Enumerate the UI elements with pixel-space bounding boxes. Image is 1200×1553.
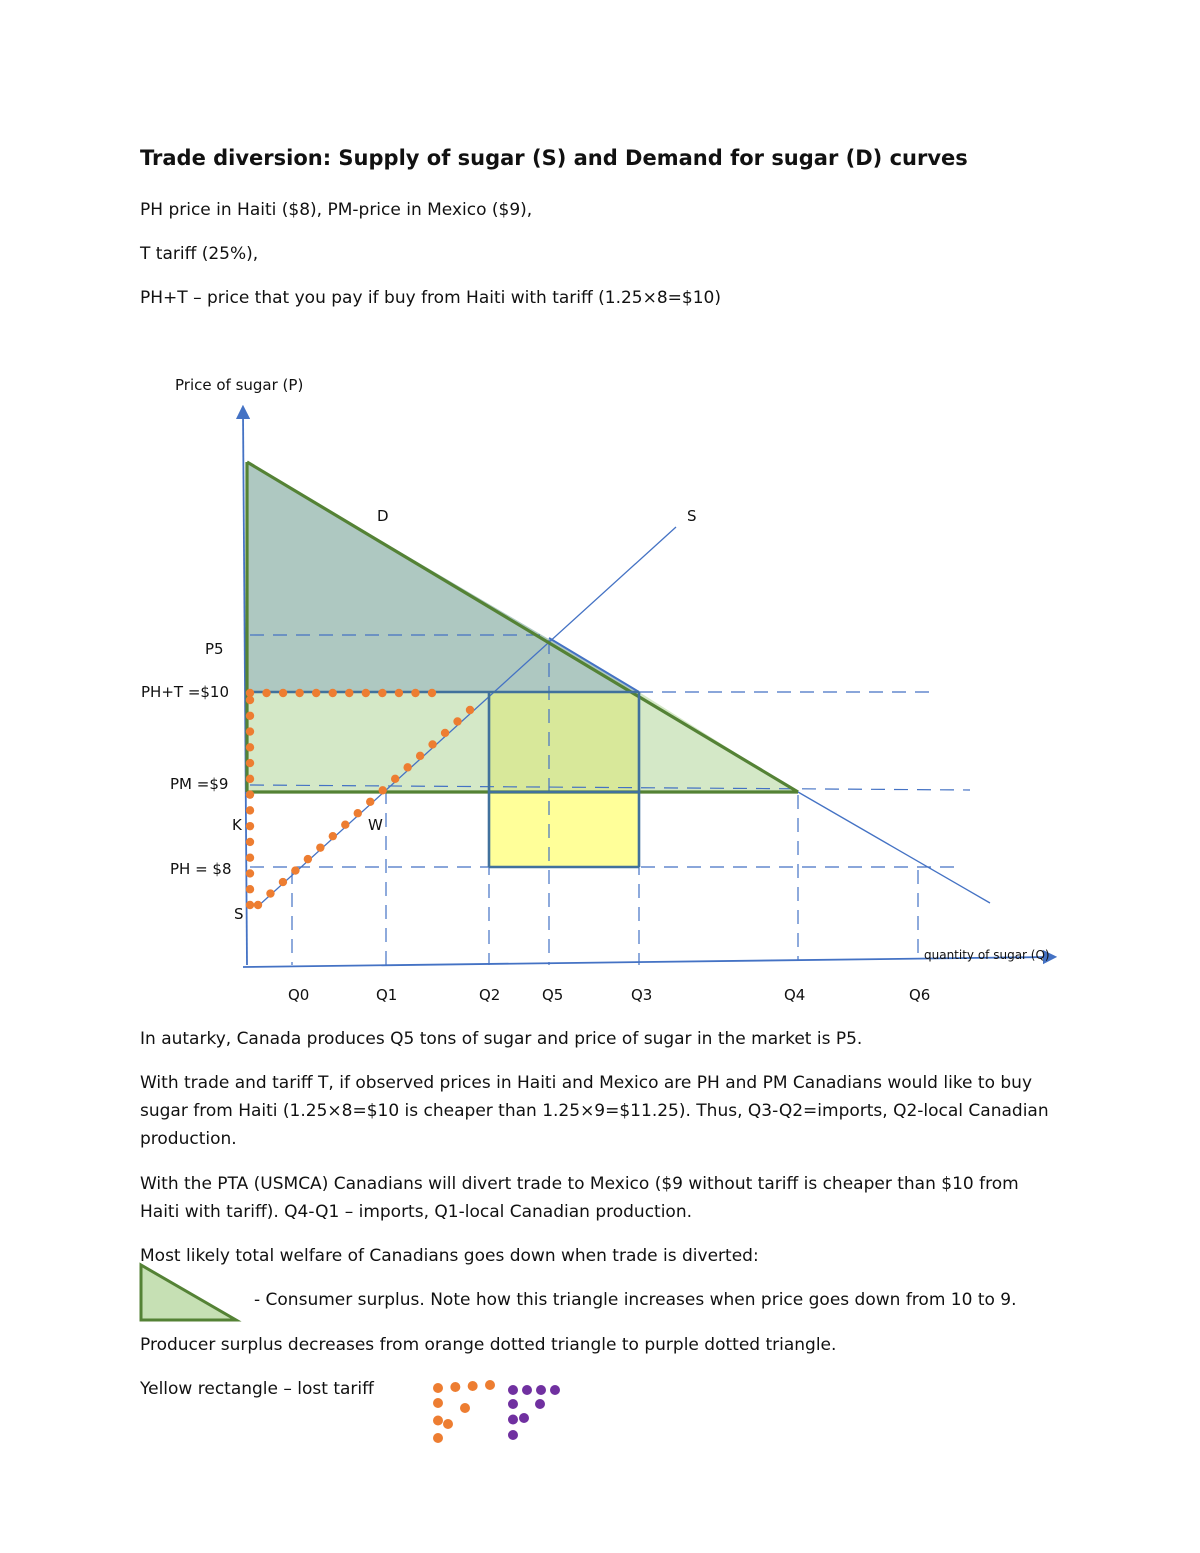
- legend-purple-dot: [508, 1430, 518, 1440]
- legend-purple-dot: [536, 1385, 546, 1395]
- point-k-label: K: [232, 816, 242, 834]
- legend-orange-dot: [433, 1433, 443, 1443]
- q6-label: Q6: [909, 986, 931, 1004]
- pht-label: PH+T =$10: [141, 683, 230, 701]
- orange-dot: [254, 901, 262, 909]
- q0-label: Q0: [288, 986, 310, 1004]
- intro-prices: PH price in Haiti ($8), PM-price in Mexico ($9),: [140, 200, 533, 220]
- legend-consumer-surplus-text: - Consumer surplus. Note how this triangle increases when price goes down from 10 to 9.: [254, 1290, 1017, 1310]
- paragraph-lost-tariff: Yellow rectangle – lost tariff: [140, 1379, 374, 1399]
- demand-label: D: [377, 507, 389, 525]
- q1-label: Q1: [376, 986, 398, 1004]
- orange-dot: [345, 689, 353, 697]
- y-axis-label: Price of sugar (P): [175, 376, 304, 394]
- legend-orange-dot: [485, 1380, 495, 1390]
- legend-purple-dot: [508, 1415, 518, 1425]
- legend-orange-dot: [468, 1381, 478, 1391]
- q5-label: Q5: [542, 986, 564, 1004]
- legend-purple-dotted-triangle: [508, 1385, 560, 1440]
- pm-label: PM =$9: [170, 775, 229, 793]
- q3-label: Q3: [631, 986, 653, 1004]
- orange-dot: [246, 712, 254, 720]
- green-surplus-area: [247, 692, 489, 792]
- legend-orange-dot: [433, 1416, 443, 1426]
- orange-dot: [312, 689, 320, 697]
- legend-purple-dot: [519, 1413, 529, 1423]
- orange-dot: [246, 885, 254, 893]
- orange-dot: [246, 790, 254, 798]
- orange-dot: [453, 717, 461, 725]
- orange-dot: [246, 759, 254, 767]
- orange-dot: [246, 775, 254, 783]
- orange-dot: [354, 809, 362, 817]
- legend-consumer-surplus-triangle: [141, 1265, 236, 1320]
- legend-purple-dot: [522, 1385, 532, 1395]
- orange-dot: [295, 689, 303, 697]
- orange-dot: [441, 729, 449, 737]
- orange-dot: [246, 869, 254, 877]
- orange-dot: [329, 689, 337, 697]
- orange-dot: [246, 743, 254, 751]
- legend-orange-dot: [460, 1403, 470, 1413]
- upper-tariff-rectangle: [489, 692, 639, 792]
- orange-dot: [379, 786, 387, 794]
- orange-dot: [246, 727, 254, 735]
- legend-orange-dot: [433, 1398, 443, 1408]
- paragraph-pta: With the PTA (USMCA) Canadians will divert trade to Mexico ($9 without tariff is cheaper than $10 from Haiti with tariff). Q4-Q1 – imports, Q1-local Canadian production.: [140, 1174, 1019, 1222]
- orange-dot: [428, 740, 436, 748]
- orange-dot: [291, 866, 299, 874]
- point-w-label: W: [368, 816, 383, 834]
- orange-dot: [262, 689, 270, 697]
- ph-label: PH = $8: [170, 860, 232, 878]
- orange-dot: [378, 689, 386, 697]
- supply-label: S: [687, 507, 697, 525]
- orange-dot: [279, 689, 287, 697]
- q2-label: Q2: [479, 986, 501, 1004]
- orange-dot: [329, 832, 337, 840]
- orange-dot: [246, 822, 254, 830]
- legend-purple-dot: [508, 1385, 518, 1395]
- orange-dot: [466, 706, 474, 714]
- intro-ph-plus-t: PH+T – price that you pay if buy from Haiti with tariff (1.25×8=$10): [140, 288, 721, 308]
- orange-dot: [366, 798, 374, 806]
- orange-dot: [391, 775, 399, 783]
- orange-dot: [279, 878, 287, 886]
- orange-dot: [416, 752, 424, 760]
- legend-purple-dot: [508, 1399, 518, 1409]
- orange-dot: [362, 689, 370, 697]
- orange-dot: [246, 696, 254, 704]
- intro-tariff: T tariff (25%),: [140, 244, 259, 264]
- orange-dot: [246, 901, 254, 909]
- orange-dot: [316, 843, 324, 851]
- legend-orange-dot: [450, 1382, 460, 1392]
- orange-dot: [266, 889, 274, 897]
- paragraph-welfare: Most likely total welfare of Canadians goes down when trade is diverted:: [140, 1246, 759, 1266]
- paragraph-tariff-trade: With trade and tariff T, if observed prices in Haiti and Mexico are PH and PM Canadians would like to buy sugar from Haiti (1.25×8=$10 is cheaper than 1.25×9=$11.25). Thus, Q3-Q2=imports, Q2-local Canadian production.: [140, 1073, 1049, 1149]
- paragraph-producer-surplus: Producer surplus decreases from orange dotted triangle to purple dotted triangle.: [140, 1335, 837, 1355]
- orange-dot: [395, 689, 403, 697]
- legend-purple-dot: [550, 1385, 560, 1395]
- orange-dot: [428, 689, 436, 697]
- legend-orange-dot: [433, 1383, 443, 1393]
- yellow-lost-tariff-rectangle: [489, 792, 639, 867]
- q4-label: Q4: [784, 986, 806, 1004]
- point-s-label: S: [234, 905, 244, 923]
- legend-orange-dotted-triangle: [433, 1380, 495, 1443]
- page-title: Trade diversion: Supply of sugar (S) and Demand for sugar (D) curves: [140, 146, 968, 170]
- legend-orange-dot: [443, 1419, 453, 1429]
- legend-purple-dot: [535, 1399, 545, 1409]
- paragraph-autarky: In autarky, Canada produces Q5 tons of sugar and price of sugar in the market is P5.: [140, 1029, 863, 1049]
- orange-dot: [411, 689, 419, 697]
- x-axis-label: quantity of sugar (Q): [924, 948, 1050, 962]
- orange-dot: [304, 855, 312, 863]
- p5-label: P5: [205, 640, 224, 658]
- orange-dot: [341, 821, 349, 829]
- orange-dot: [403, 763, 411, 771]
- orange-dot: [246, 853, 254, 861]
- orange-dot: [246, 806, 254, 814]
- orange-dot: [246, 838, 254, 846]
- demand-curve-extension: [798, 792, 990, 903]
